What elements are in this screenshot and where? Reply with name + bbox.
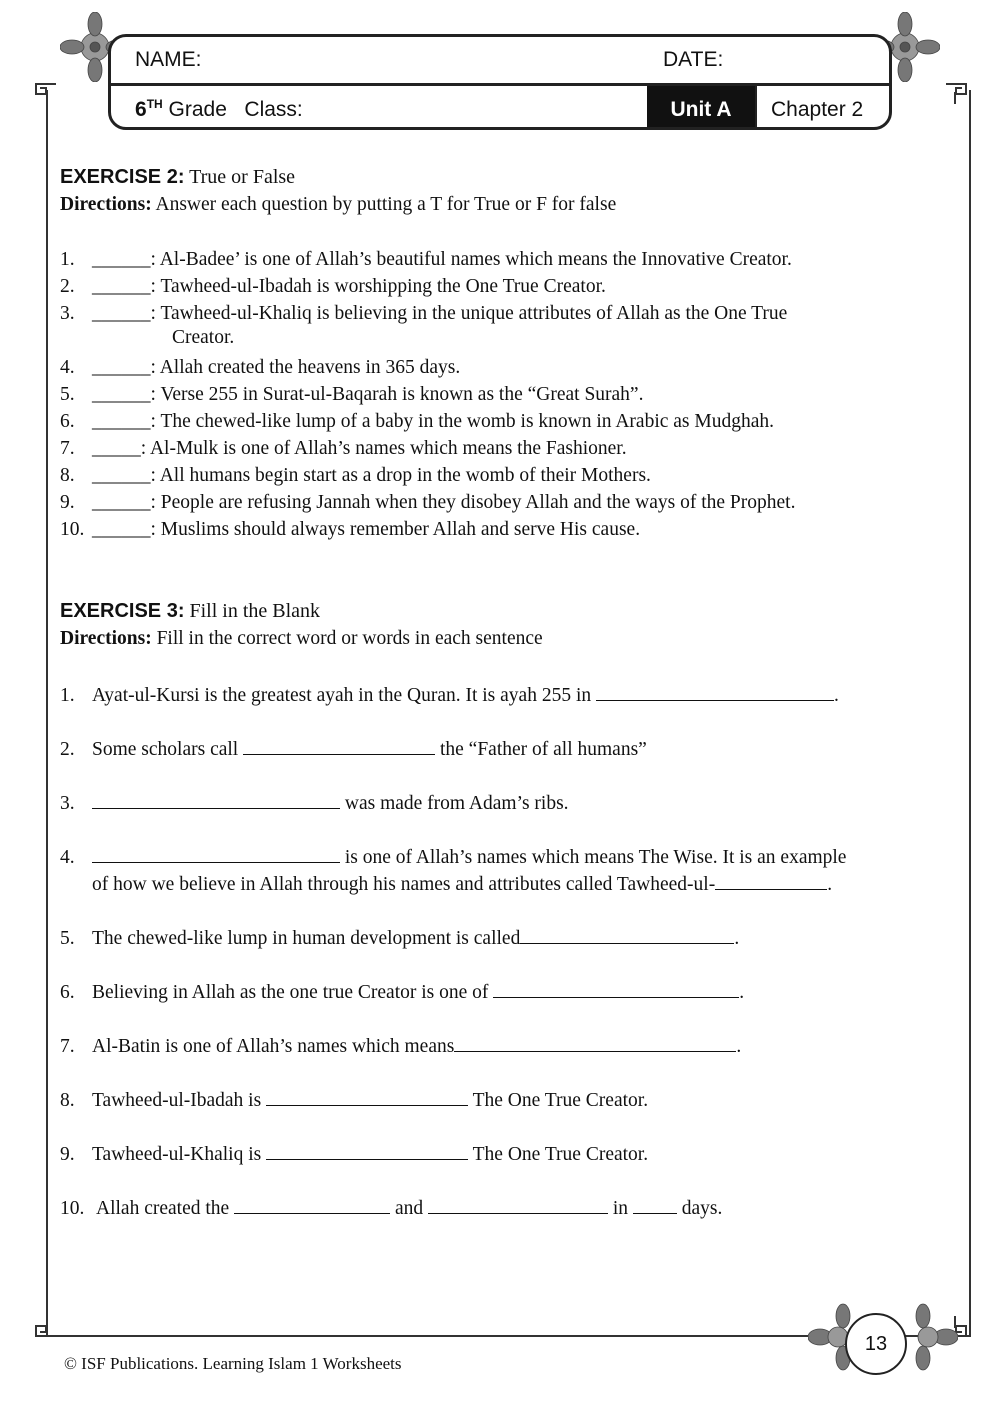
exercise3-directions-text: Fill in the correct word or words in each sentence bbox=[156, 628, 543, 649]
fill-text: of how we believe in Allah through his names and attributes called Tawheed-ul- bbox=[92, 874, 716, 895]
header-row-name-date bbox=[111, 37, 889, 86]
tf-statement: : Al-Badee’ is one of Allah’s beautiful names which means the Innovative Creator. bbox=[150, 249, 792, 270]
exercise2-title bbox=[60, 166, 295, 189]
tf-number: 7. bbox=[60, 438, 75, 459]
tf-answer-blank[interactable]: ______ bbox=[92, 249, 151, 270]
tf-item-3 bbox=[60, 300, 787, 327]
tf-statement: : Tawheed-ul-Ibadah is worshipping the One True Creator. bbox=[150, 276, 606, 297]
frame-bottom-border bbox=[46, 1335, 846, 1337]
grade-number: 6 bbox=[135, 98, 147, 121]
fill-blank[interactable] bbox=[266, 1087, 468, 1106]
fill-text: Tawheed-ul-Khaliq is bbox=[92, 1144, 262, 1165]
tf-number: 4. bbox=[60, 357, 75, 378]
page-number: 13 bbox=[845, 1313, 907, 1375]
fill-blank[interactable] bbox=[243, 736, 435, 755]
fill-number: 5. bbox=[60, 928, 75, 949]
exercise2-title-bold: EXERCISE 2: bbox=[60, 166, 185, 188]
fill-blank[interactable] bbox=[92, 790, 340, 809]
grade-label bbox=[135, 97, 303, 122]
fill-number: 2. bbox=[60, 739, 75, 760]
tf-number: 1. bbox=[60, 249, 75, 270]
tf-item-1 bbox=[60, 246, 792, 273]
grade-suffix: TH bbox=[146, 97, 163, 111]
tf-number: 9. bbox=[60, 492, 75, 513]
fill-text: Ayat-ul-Kursi is the greatest ayah in the Quran. It is ayah 255 in bbox=[92, 685, 592, 706]
fill-number: 9. bbox=[60, 1144, 75, 1165]
fill-item-5 bbox=[60, 925, 739, 950]
tf-statement: : All humans begin start as a drop in the womb of their Mothers. bbox=[150, 465, 651, 486]
tf-statement: : Verse 255 in Surat-ul-Baqarah is known as the “Great Surah”. bbox=[150, 384, 644, 405]
tf-statement: : Muslims should always remember Allah and serve His cause. bbox=[150, 519, 641, 540]
fill-text-end: . bbox=[827, 874, 833, 895]
tf-answer-blank[interactable]: ______ bbox=[92, 465, 151, 486]
tf-answer-blank[interactable]: ______ bbox=[92, 492, 151, 513]
corner-hook-top-left-icon bbox=[28, 78, 58, 108]
fill-text: Tawheed-ul-Ibadah is bbox=[92, 1090, 262, 1111]
tf-item-4 bbox=[60, 354, 460, 381]
fill-text-end: the “Father of all humans” bbox=[439, 739, 647, 760]
fill-text-end: days. bbox=[681, 1198, 723, 1219]
exercise3-title bbox=[60, 600, 320, 623]
fill-item-1 bbox=[60, 682, 839, 707]
exercise3-title-bold: EXERCISE 3: bbox=[60, 600, 185, 622]
fill-blank[interactable] bbox=[428, 1195, 608, 1214]
tf-item-8 bbox=[60, 462, 651, 489]
fill-text-end: The One True Creator. bbox=[472, 1144, 649, 1165]
fill-blank[interactable] bbox=[596, 682, 834, 701]
fill-item-2 bbox=[60, 736, 647, 761]
fill-item-3 bbox=[60, 790, 569, 815]
corner-hook-top-right-icon bbox=[944, 78, 974, 108]
exercise2-directions-text: Answer each question by putting a T for True or F for false bbox=[155, 194, 617, 215]
fill-item-6 bbox=[60, 979, 744, 1004]
fill-text-end: . bbox=[734, 928, 740, 949]
fill-number: 8. bbox=[60, 1090, 75, 1111]
fill-blank[interactable] bbox=[234, 1195, 390, 1214]
fill-text: The chewed-like lump in human development is called bbox=[92, 928, 521, 949]
fill-text: is one of Allah’s names which means The Wise. It is an example bbox=[344, 847, 847, 868]
date-label: DATE: bbox=[663, 48, 724, 71]
tf-answer-blank[interactable]: ______ bbox=[92, 519, 151, 540]
tf-statement: : People are refusing Jannah when they disobey Allah and the ways of the Prophet. bbox=[150, 492, 796, 513]
corner-hook-bottom-left-icon bbox=[28, 1314, 58, 1344]
fill-item-8 bbox=[60, 1087, 648, 1112]
tf-number: 3. bbox=[60, 303, 75, 324]
fill-number: 4. bbox=[60, 847, 75, 868]
fill-number: 1. bbox=[60, 685, 75, 706]
chapter-cell: Chapter 2 bbox=[755, 86, 889, 130]
fill-number: 3. bbox=[60, 793, 75, 814]
tf-statement: : Al-Mulk is one of Allah’s names which means the Fashioner. bbox=[140, 438, 627, 459]
fill-text: in bbox=[612, 1198, 629, 1219]
fill-text: Allah created the bbox=[96, 1198, 230, 1219]
tf-item-3-continuation: Creator. bbox=[172, 327, 235, 348]
fill-blank[interactable] bbox=[92, 844, 340, 863]
exercise2-title-rest: True or False bbox=[189, 166, 296, 188]
tf-answer-blank[interactable]: ______ bbox=[92, 303, 151, 324]
tf-item-2 bbox=[60, 273, 606, 300]
fill-blank[interactable] bbox=[715, 871, 827, 890]
header-box bbox=[108, 34, 892, 130]
tf-item-10 bbox=[60, 516, 640, 543]
tf-statement: : The chewed-like lump of a baby in the womb is known in Arabic as Mudghah. bbox=[150, 411, 775, 432]
footer-copyright: © ISF Publications. Learning Islam 1 Worksheets bbox=[64, 1354, 402, 1373]
frame-left-border bbox=[46, 90, 48, 1335]
fill-blank[interactable] bbox=[454, 1033, 736, 1052]
fill-text: Al-Batin is one of Allah’s names which means bbox=[92, 1036, 455, 1057]
fill-item-4-line2 bbox=[92, 871, 832, 896]
tf-answer-blank[interactable]: _____ bbox=[92, 438, 141, 459]
fill-item-9 bbox=[60, 1141, 648, 1166]
fill-blank[interactable] bbox=[266, 1141, 468, 1160]
fill-number: 7. bbox=[60, 1036, 75, 1057]
fill-text-end: . bbox=[736, 1036, 742, 1057]
tf-answer-blank[interactable]: ______ bbox=[92, 411, 151, 432]
fill-item-4 bbox=[60, 844, 846, 869]
fill-blank[interactable] bbox=[520, 925, 734, 944]
tf-item-9 bbox=[60, 489, 795, 516]
fill-text-end: . bbox=[739, 982, 745, 1003]
fill-text-end: . bbox=[834, 685, 839, 706]
tf-answer-blank[interactable]: ______ bbox=[92, 357, 151, 378]
fill-blank[interactable] bbox=[493, 979, 739, 998]
grade-word: Grade bbox=[168, 98, 227, 121]
name-label: NAME: bbox=[135, 48, 202, 71]
tf-statement: : Tawheed-ul-Khaliq is believing in the unique attributes of Allah as the One True bbox=[150, 303, 788, 324]
fill-item-10 bbox=[60, 1195, 722, 1220]
frame-right-border bbox=[969, 90, 971, 1335]
fill-number: 6. bbox=[60, 982, 75, 1003]
tf-item-5 bbox=[60, 381, 643, 408]
tf-statement: : Allah created the heavens in 365 days. bbox=[150, 357, 461, 378]
fill-text: and bbox=[394, 1198, 424, 1219]
class-label: Class: bbox=[244, 98, 303, 121]
tf-number: 5. bbox=[60, 384, 75, 405]
header-row-grade-unit bbox=[111, 86, 889, 130]
tf-answer-blank[interactable]: ______ bbox=[92, 384, 151, 405]
exercise2-directions bbox=[60, 194, 616, 216]
fill-number: 10. bbox=[60, 1198, 85, 1219]
fill-text: Some scholars call bbox=[92, 739, 239, 760]
exercise3-title-rest: Fill in the Blank bbox=[189, 600, 321, 622]
exercise3-directions-bold: Directions: bbox=[60, 628, 152, 649]
tf-number: 8. bbox=[60, 465, 75, 486]
tf-number: 10. bbox=[60, 519, 85, 540]
exercise2-directions-bold: Directions: bbox=[60, 194, 152, 215]
tf-answer-blank[interactable]: ______ bbox=[92, 276, 151, 297]
fill-text-end: The One True Creator. bbox=[472, 1090, 649, 1111]
tf-number: 2. bbox=[60, 276, 75, 297]
fill-text: was made from Adam’s ribs. bbox=[344, 793, 569, 814]
tf-number: 6. bbox=[60, 411, 75, 432]
fill-text: Believing in Allah as the one true Creator is one of bbox=[92, 982, 489, 1003]
fill-item-7 bbox=[60, 1033, 741, 1058]
tf-item-6 bbox=[60, 408, 774, 435]
exercise3-directions bbox=[60, 628, 543, 650]
fill-blank[interactable] bbox=[633, 1195, 677, 1214]
tf-item-7 bbox=[60, 435, 627, 462]
unit-cell: Unit A bbox=[647, 86, 755, 130]
